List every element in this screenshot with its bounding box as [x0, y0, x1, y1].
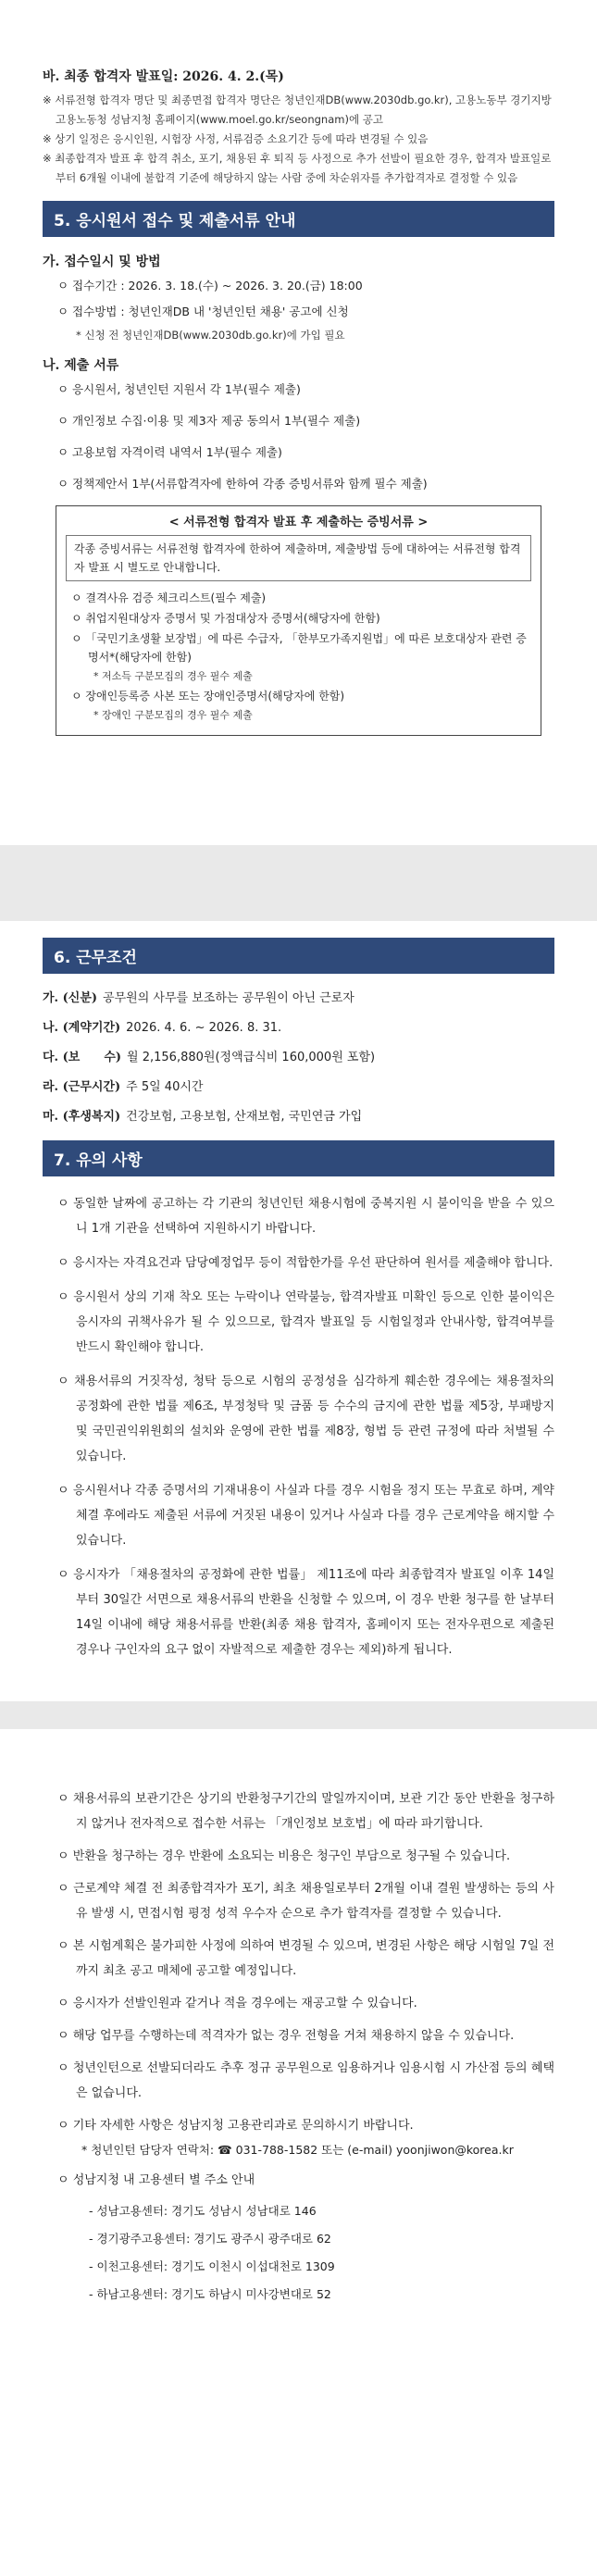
evidence-item: ㅇ 취업지원대상자 증명서 및 가점대상자 증명서(해당자에 한함)	[71, 612, 380, 625]
required-document: ㅇ 고용보험 자격이력 내역서 1부(필수 제출)	[57, 445, 282, 459]
office-address: - 하남고용센터: 경기도 하남시 미사강변대로 52	[89, 2287, 331, 2301]
document-page-1	[0, 0, 597, 845]
document-page-2	[0, 921, 597, 1701]
evidence-item: ㅇ 결격사유 검증 체크리스트(필수 제출)	[71, 591, 267, 604]
notice-item: ㅇ 응시원서나 각종 증명서의 기재내용이 사실과 다를 경우 시험을 정지 또는 무효로 하며, 계약체결 후에라도 제출된 서류에 거짓된 내용이 있거나 사실과 다를 경우 근로계약을 해지할 수 있습니다.	[57, 1484, 554, 1548]
notice-item: ㅇ 응시자는 자격요건과 담당예정업무 등이 적합한가를 우선 판단하여 원서를 제출해야 합니다.	[57, 1256, 553, 1270]
notice-item: ㅇ 응시자가 「채용절차의 공정화에 관한 법률」 제11조에 따라 최종합격자 발표일 이후 14일부터 30일간 서면으로 채용서류의 반환을 신청할 수 있으며, 이 경우 반환 청구를 한 날부터 14일 이내에 해당 채용서류를 반환(최종 채용 합격자, 홈페이지 또는 전자우편으로 제출된 경우나 구인자의 요구 없이 자발적으로 제출한 경우는 제외)하게 됩니다.	[57, 1568, 554, 1657]
evidence-item: ㅇ 장애인등록증 사본 또는 장애인증명서(해당자에 한함)	[71, 690, 345, 703]
final-note: ※ 최종합격자 발표 후 합격 취소, 포기, 채용된 후 퇴직 등 사정으로 추가 선발이 필요한 경우, 합격자 발표일로부터 6개월 이내에 불합격 기준에 해당하지 않는 사람 중에 차순위자를 추가합격자로 결정할 수 있음	[43, 152, 552, 184]
office-address: - 경기광주고용센터: 경기도 광주시 광주대로 62	[89, 2232, 331, 2246]
evidence-box-intro: 각종 증빙서류는 서류전형 합격자에 한하여 제출하며, 제출방법 등에 대하여는 서류전형 합격자 발표 시 별도로 안내합니다.	[66, 535, 531, 581]
evidence-note: * 저소득 구분모집의 경우 필수 제출	[93, 670, 253, 682]
work-condition-label: 가. (신분)	[43, 991, 98, 1005]
work-condition-value: 공무원의 사무를 보조하는 공무원이 아닌 근로자	[103, 991, 354, 1005]
work-condition-row	[43, 1107, 554, 1127]
work-condition-value: 주 5일 40시간	[126, 1080, 204, 1094]
evidence-item: ㅇ 「국민기초생활 보장법」에 따른 수급자, 「한부모가족지원법」에 따른 보호대상자 관련 증명서*(해당자에 한함)	[71, 632, 527, 664]
document-page-3	[0, 1729, 597, 2576]
work-condition-value: 월 2,156,880원(정액급식비 160,000원 포함)	[127, 1051, 376, 1064]
work-condition-row	[43, 1048, 554, 1068]
application-period: ㅇ 접수기간 : 2026. 3. 18.(수) ~ 2026. 3. 20.(금) 18:00	[57, 279, 363, 292]
notice-item: ㅇ 해당 업무를 수행하는데 적격자가 없는 경우 전형을 거쳐 채용하지 않을 수 있습니다.	[57, 2029, 515, 2043]
notice-item: ㅇ 채용서류의 거짓작성, 청탁 등으로 시험의 공정성을 심각하게 훼손한 경우에는 채용절차의 공정화에 관한 법률 제6조, 부정청탁 및 금품 등 수수의 금지에 관한 법률 제5장, 부패방지 및 국민권익위원회의 설치와 운영에 관한 법률 제8장, 형법 등 관련 규정에 따라 처벌될 수 있습니다.	[57, 1375, 554, 1463]
required-document: ㅇ 응시원서, 청년인턴 지원서 각 1부(필수 제출)	[57, 382, 301, 396]
work-condition-value: 건강보험, 고용보험, 산재보험, 국민연금 가입	[126, 1110, 363, 1124]
section-7-title: 7. 유의 사항	[43, 1140, 554, 1176]
notice-item: ㅇ 동일한 날짜에 공고하는 각 기관의 청년인턴 채용시험에 중복지원 시 불이익을 받을 수 있으니 1개 기관을 선택하여 지원하시기 바랍니다.	[57, 1197, 554, 1236]
notice-item: ㅇ 근로계약 체결 전 최종합격자가 포기, 최초 채용일로부터 2개월 이내 결원 발생하는 등의 사유 발생 시, 면접시험 평정 성적 우수자 순으로 추가 합격자를 결정할 수 있습니다.	[57, 1882, 554, 1921]
required-document: ㅇ 정책제안서 1부(서류합격자에 한하여 각종 증빙서류와 함께 필수 제출)	[57, 477, 428, 491]
evidence-documents-box	[56, 505, 541, 736]
final-note: ※ 상기 일정은 응시인원, 시험장 사정, 서류검증 소요기간 등에 따라 변경될 수 있음	[43, 132, 429, 145]
notice-item: ㅇ 채용서류의 보관기간은 상기의 반환청구기간의 말일까지이며, 보관 기간 동안 반환을 청구하지 않거나 전자적으로 접수한 서류는 「개인정보 보호법」에 따라 파기합니다.	[57, 1792, 554, 1831]
work-condition-label: 나. (계약기간)	[43, 1021, 121, 1035]
evidence-note: * 장애인 구분모집의 경우 필수 제출	[93, 709, 253, 721]
work-condition-row	[43, 1018, 554, 1039]
contact-info: * 청년인턴 담당자 연락처: ☎ 031-788-1582 또는 (e-mail) yoonjiwon@korea.kr	[81, 2143, 514, 2157]
required-document: ㅇ 개인정보 수집·이용 및 제3자 제공 동의서 1부(필수 제출)	[57, 414, 361, 428]
work-condition-label: 마. (후생복지)	[43, 1110, 121, 1124]
final-result-heading: 바. 최종 합격자 발표일: 2026. 4. 2.(목)	[43, 69, 284, 84]
work-condition-row	[43, 989, 554, 1009]
notice-item: ㅇ 반환을 청구하는 경우 반환에 소요되는 비용은 청구인 부담으로 청구될 수 있습니다.	[57, 1849, 511, 1863]
work-condition-label: 라. (근무시간)	[43, 1080, 121, 1094]
notice-item: ㅇ 응시자가 선발인원과 같거나 적을 경우에는 재공고할 수 있습니다.	[57, 1997, 417, 2010]
subsection-na-heading: 나. 제출 서류	[43, 358, 119, 373]
office-address: - 이천고용센터: 경기도 이천시 이섭대천로 1309	[89, 2259, 335, 2273]
office-address: - 성남고용센터: 경기도 성남시 성남대로 146	[89, 2204, 317, 2218]
notice-item: ㅇ 응시원서 상의 기재 착오 또는 누락이나 연락불능, 합격자발표 미확인 등으로 인한 불이익은 응시자의 귀책사유가 될 수 있으므로, 합격자 발표일 등 시험일정과 안내사항, 합격여부를 반드시 확인해야 합니다.	[57, 1290, 554, 1354]
notice-item: ㅇ 기타 자세한 사항은 성남지청 고용관리과로 문의하시기 바랍니다.	[57, 2119, 414, 2133]
final-note: ※ 서류전형 합격자 명단 및 최종면접 합격자 명단은 청년인재DB(www.2030db.go.kr), 고용노동부 경기지방고용노동청 성남지청 홈페이지(www.moel.go.kr/seongnam)에 공고	[43, 93, 552, 126]
subsection-ga-heading: 가. 접수일시 및 방법	[43, 255, 161, 269]
application-method: ㅇ 접수방법 : 청년인재DB 내 '청년인턴 채용' 공고에 신청	[57, 305, 349, 318]
application-note: * 신청 전 청년인재DB(www.2030db.go.kr)에 가입 필요	[76, 329, 345, 342]
section-5-title: 5. 응시원서 접수 및 제출서류 안내	[43, 201, 554, 237]
office-heading: ㅇ 성남지청 내 고용센터 별 주소 안내	[57, 2173, 255, 2187]
work-condition-label: 다. (보 수)	[43, 1051, 122, 1064]
evidence-box-title: < 서류전형 합격자 발표 후 제출하는 증빙서류 >	[168, 516, 429, 529]
notice-item: ㅇ 본 시험계획은 불가피한 사정에 의하여 변경될 수 있으며, 변경된 사항은 해당 시험일 7일 전까지 최초 공고 매체에 공고할 예정입니다.	[57, 1939, 554, 1978]
notice-item: ㅇ 청년인턴으로 선발되더라도 추후 정규 공무원으로 임용하거나 임용시험 시 가산점 등의 혜택은 없습니다.	[57, 2061, 554, 2100]
work-condition-row	[43, 1077, 554, 1098]
section-6-title: 6. 근무조건	[43, 938, 554, 974]
work-condition-value: 2026. 4. 6. ~ 2026. 8. 31.	[126, 1021, 282, 1035]
